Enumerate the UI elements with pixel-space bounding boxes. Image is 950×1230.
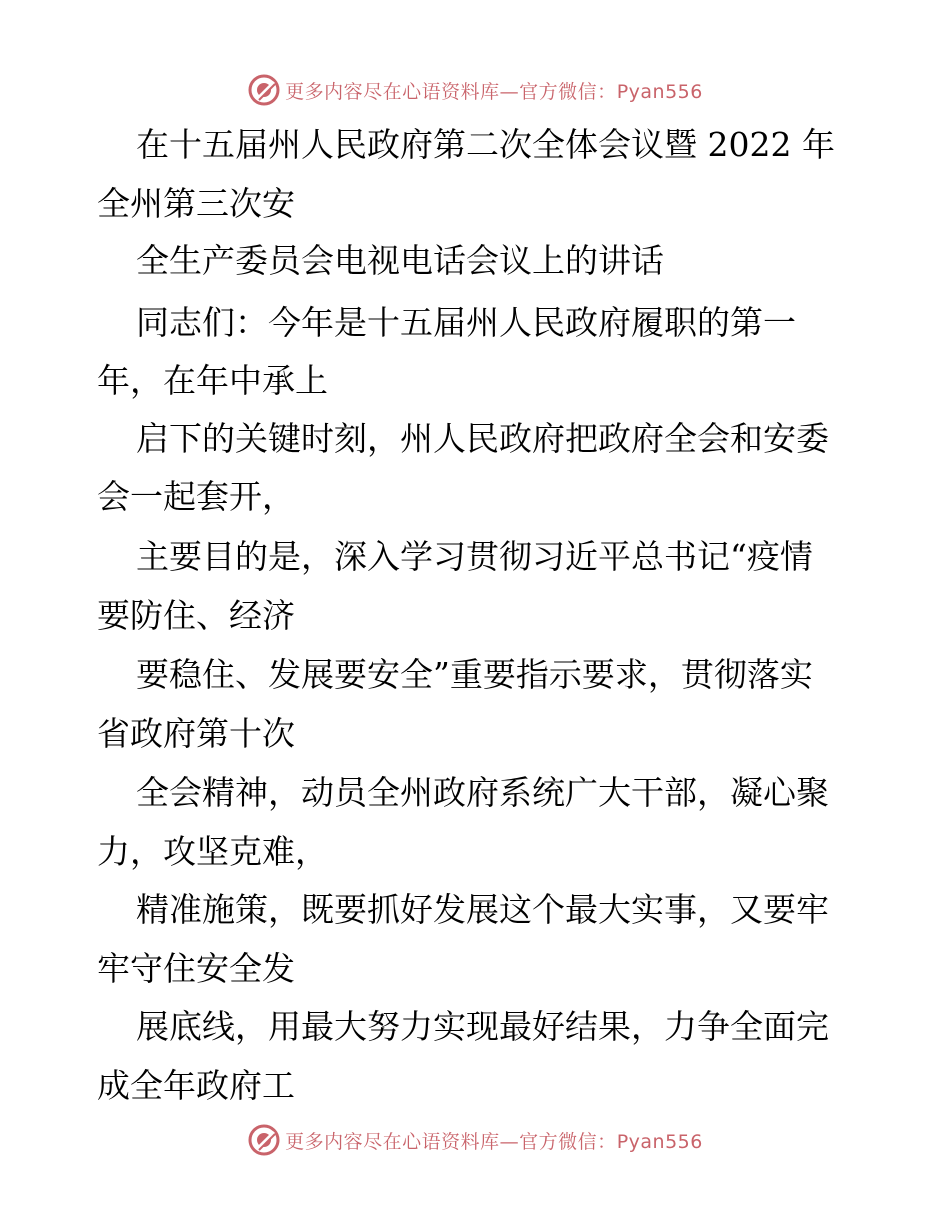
text-line: 全生产委员会电视电话会议上的讲话 (136, 241, 664, 280)
text-line: 全会精神，动员全州政府系统广大干部，凝心聚 (136, 773, 829, 812)
banner-dash: — (499, 80, 520, 103)
text-line: 同志们：今年是十五届州人民政府履职的第一 (136, 303, 796, 342)
text-line: 牢守住安全发 (97, 949, 295, 988)
banner-contact-label: 官方微信： (519, 1130, 617, 1153)
text-line: 精准施策，既要抓好发展这个最大实事，又要牢 (136, 890, 829, 929)
banner-slogan: 更多内容尽在心语资料库 (285, 1130, 500, 1153)
text-line: 成全年政府工 (97, 1066, 295, 1105)
banner-slogan: 更多内容尽在心语资料库 (285, 80, 500, 103)
text-line: 启下的关键时刻，州人民政府把政府全会和安委 (136, 419, 829, 458)
banner-wechat-id: Pyan556 (616, 1130, 703, 1153)
text-line: 省政府第十次 (97, 714, 295, 753)
text-line: 力，攻坚克难， (97, 832, 328, 871)
banner-wechat-id: Pyan556 (616, 80, 703, 103)
banner-dash: — (499, 1130, 520, 1153)
text-line: 会一起套开， (97, 477, 295, 516)
text-line: 全州第三次安 (97, 184, 295, 223)
text-line: 年，在年中承上 (97, 361, 328, 400)
text-line: 展底线，用最大努力实现最好结果，力争全面完 (136, 1007, 829, 1046)
text-line: 在十五届州人民政府第二次全体会议暨 2022 年 (136, 125, 835, 164)
text-line: 要防住、经济 (97, 596, 295, 635)
banner-contact-label: 官方微信： (519, 80, 617, 103)
text-line: 要稳住、发展要安全”重要指示要求，贯彻落实 (136, 655, 813, 694)
footer-banner (0, 1120, 950, 1160)
text-line: 主要目的是，深入学习贯彻习近平总书记“疫情 (136, 537, 813, 576)
brand-logo-icon (247, 1123, 281, 1157)
banner-text (285, 1127, 703, 1154)
